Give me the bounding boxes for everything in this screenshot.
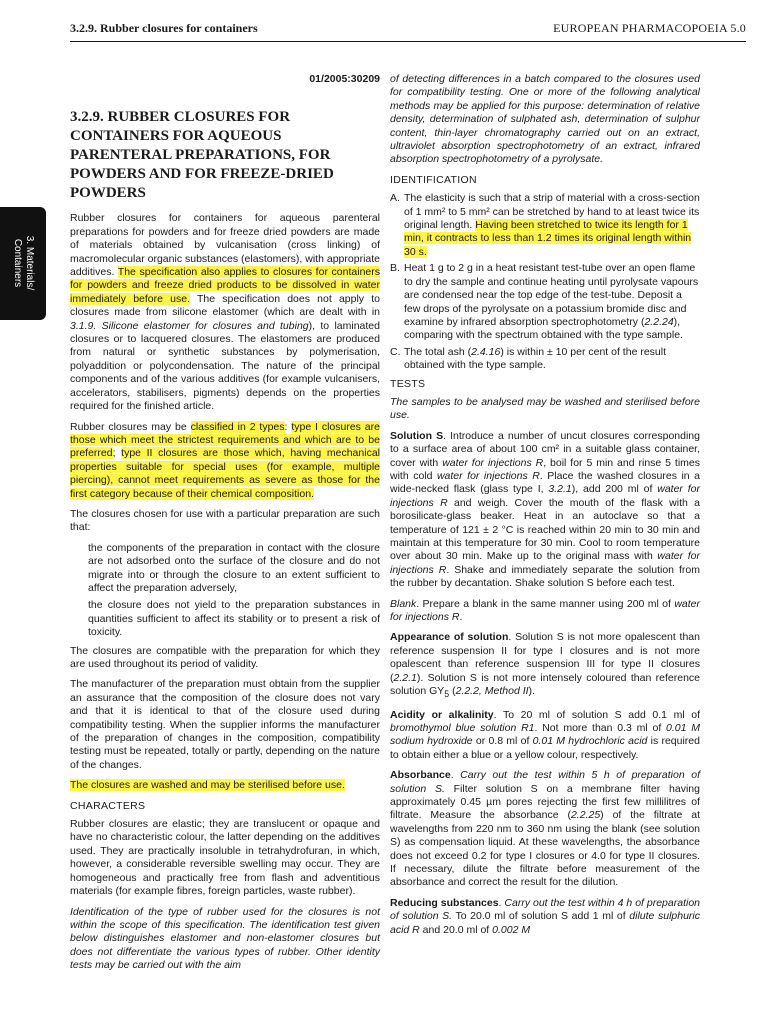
text-run: and weigh. Cover the mouth of the flask with a borosilicate-glass beaker. Heat in an autoclave so that a temperature of 121 ± 2 °C is reached within 20 min to 30 min and maintain at this temperature for 30 min. Cool to room temperature over about 30 min. Make up to the original mass with <box>390 496 700 563</box>
tests-heading: TESTS <box>390 377 426 390</box>
text-run: or 0.8 ml of <box>472 735 533 748</box>
text-run: dilute sulphuric acid R <box>390 910 701 936</box>
text-run: . Solution S is not more opalescent than reference suspension II for type I closures and is not more opalescent than reference suspension III for type II closures ( <box>390 631 700 684</box>
text-run: Carry out the test within 5 h of preparation of solution S. <box>390 769 700 795</box>
text-run: Reducing substances <box>390 896 499 909</box>
text-run: The elasticity is such that a strip of material with a cross-section of 1 mm² to 5 mm² can be stretched by hand to at least twice its original length. <box>404 192 700 232</box>
text-run: The specification does not apply to closures made from silicone elastomer (which are dealt with in <box>70 292 380 319</box>
intro-paragraph <box>70 212 380 413</box>
text-run: , boil for 5 min and rinse 5 times with cold <box>390 456 700 482</box>
identification-c-text <box>404 346 700 373</box>
highlighted-text: Having been stretched to twice its length for 1 min, it contracts to less than 1.2 times its original length within 30 s. <box>404 219 692 258</box>
appearance-paragraph <box>390 631 700 701</box>
manufacturer-paragraph: The manufacturer of the preparation must obtain from the supplier an assurance that the composition of the closure does not vary and that it is identical to that of the closure used during compatibility testing. When the supplier informs the manufacturer of the preparation of changes in the composition, compatibility testing must be repeated, totally or partly, depending on the nature of the changes. <box>70 678 380 771</box>
text-run: . <box>450 769 461 782</box>
tests-intro: The samples to be analysed may be washed and sterilised before use. <box>390 395 700 422</box>
text-run: The total ash ( <box>404 345 472 358</box>
text-run: water for injections R <box>390 483 700 509</box>
text-run: ). <box>528 685 535 698</box>
chapter-side-tab <box>0 207 46 320</box>
text-run: ), to laminated closures or to lacquered closures. The elastomers are produced from natural or synthetic substances by polymerisation, polyaddition or polycondensation. The nature of the principal components and of the various additives (for example vulcanisers, accelerators, stabilisers, pigments) depends on the properties required for the finished article. <box>70 319 380 413</box>
text-run: Blank <box>390 597 417 610</box>
chapter-side-tab-label: 3. Materials/ Containers <box>12 235 35 291</box>
text-run: 2.4.16 <box>471 345 501 358</box>
washing-paragraph: The closures are washed and may be sterilised before use. <box>70 779 345 792</box>
text-run: 0.002 M <box>492 923 531 936</box>
text-run: water for injections R <box>390 597 700 624</box>
text-run: 5 <box>444 689 450 700</box>
list-item: A. The elasticity is such that a strip of material with a cross-section of 1 mm² to 5 mm² can be stretched by hand to at least twice its original length. Having been stretched to twice its length for 1 min, it contracts to less than 1.2 times its original length within 30 s. <box>390 192 700 258</box>
running-header-section: 3.2.9. Rubber closures for containers <box>70 21 258 35</box>
text-run: Filter solution S on a membrane filter having approximately 0.45 µm pores rejecting the first few millilitres of filtrate. Measure the absorbance ( <box>390 782 700 822</box>
text-run: 2.2.24 <box>644 315 674 328</box>
text-run: ) is within ± 10 per cent of the result obtained with the type sample. <box>404 345 667 372</box>
right-column <box>390 73 700 944</box>
text-run: is required to obtain either a blue or a yellow colour, respectively. <box>390 735 700 761</box>
text-run: . Place the washed closures in a wide-necked flask (glass type I, <box>390 469 700 496</box>
text-run: water for injections R <box>442 456 544 469</box>
text-run: ). Solution S is not more intensely coloured than reference solution GY <box>390 671 700 698</box>
identification-a-text <box>404 192 700 259</box>
characters-paragraph: Rubber closures are elastic; they are translucent or opaque and have no characteristic colour, the latter depending on the additives used. They are practically insoluble in tetrahydrofuran, in which, however, a considerable reversible swelling may occur. They are homogeneous and practically free from flash and adventitious materials (for example fibres, foreign particles, waste rubber). <box>70 818 380 898</box>
text-run: . To 20 ml of solution S add 0.1 ml of <box>493 708 700 721</box>
closure-types-paragraph <box>70 421 380 501</box>
left-column <box>70 73 380 980</box>
text-run: Absorbance <box>390 769 451 782</box>
text-run: . <box>498 896 505 909</box>
text-run: . Shake and immediately separate the solution from the rubber by decantation. Shake solution S before each test. <box>390 563 700 590</box>
text-run: . Introduce a number of uncut closures corresponding to a surface area of about 100 cm² in a suitable glass container, cover with <box>390 429 700 469</box>
text-run: Carry out the test within 4 h of preparation of solution S. <box>390 896 701 923</box>
text-run: ( <box>449 685 456 698</box>
document-id: 01/2005:30209 <box>309 73 380 85</box>
selection-paragraph: The closures chosen for use with a particular preparation are such that: <box>70 507 380 534</box>
text-run: . <box>459 611 463 624</box>
text-run: and 20.0 ml of <box>419 923 493 936</box>
header-rule <box>70 41 746 42</box>
text-run: Acidity or alkalinity <box>390 708 494 721</box>
text-run: ; <box>112 447 122 460</box>
text-run: Appearance of solution <box>390 631 509 644</box>
list-item: B. Heat 1 g to 2 g in a heat resistant test-tube over an open flame to dry the sample and continue heating until pyrolysate vapours are condensed near the top edge of the test-tube. Deposit a few drops of the pyrolysate on a potassium bromide disc and examine by infrared absorption spectrophotometry (2.2.24), comparing with the spectrum obtained with the type sample. <box>390 262 699 342</box>
analytical-methods-paragraph: of detecting differences in a batch compared to the closures used for compatibility testing. One or more of the following analytical methods may be applied for this purpose: determination of relative density, determination of sulphated ash, determination of sulphur content, thin-layer chromatography carried out on an extract, ultraviolet absorption spectrophotometry of an extract, infrared absorption spectrophotometry of a pyrolysate. <box>390 73 700 166</box>
highlighted-text: type II closures are those which, having mechanical properties suitable for special uses (for example, multiple piercing), cannot meet requirements as severe as those for the first category because of their chemical composition. <box>70 447 380 500</box>
identification-heading: IDENTIFICATION <box>390 173 477 186</box>
text-run: water for injections R <box>390 550 700 576</box>
text-run: bromothymol blue solution R1 <box>390 721 535 734</box>
reducing-substances-paragraph <box>390 897 700 937</box>
selection-criteria-list <box>70 542 380 640</box>
text-run: 3.2.1 <box>548 483 572 496</box>
compatibility-paragraph: The closures are compatible with the preparation for which they are used throughout its period of validity. <box>70 644 380 670</box>
text-run: : <box>284 420 292 433</box>
text-run: . Not more than 0.3 ml of <box>534 721 667 734</box>
identification-b-text <box>404 262 700 342</box>
list-item: the closure does not yield to the preparation substances in quantities sufficient to affect its stability or to present a risk of toxicity. <box>88 599 380 639</box>
text-run: 3.1.9. Silicone elastomer for closures and tubing <box>70 319 309 332</box>
highlighted-text: classified in 2 types <box>190 420 285 433</box>
identification-note-paragraph: Identification of the type of rubber used for the closures is not within the scope of this specification. The identification test given below distinguishes elastomer and non-elastomer closures but does not differentiate the various types of rubber. Other identity tests may be carried out with the aim <box>70 905 380 972</box>
highlighted-text: type I closures are those which meet the strictest requirements and which are to be preferred <box>70 420 380 460</box>
acidity-paragraph <box>390 709 700 763</box>
text-run: 0.01 M hydrochloric acid <box>532 735 648 748</box>
text-run: Rubber closures for containers for aqueous parenteral preparations for powders and for freeze dried powders are made of materials obtained by vulcanisation (cross linking) of macromolecular organic substances (elastomers), with appropriate additives. <box>70 212 380 279</box>
text-run: 2.2.1 <box>393 671 417 684</box>
text-run: 2.2.2, Method II <box>455 685 529 698</box>
text-run: water for injections R <box>436 469 540 482</box>
list-item: C. The total ash (2.4.16) is within ± 10 per cent of the result obtained with the type sample. <box>390 346 700 373</box>
text-run: . Prepare a blank in the same manner using 200 ml of <box>416 597 675 610</box>
absorbance-paragraph <box>390 769 700 890</box>
text-run: Solution S <box>390 429 444 442</box>
text-run: ), add 200 ml of <box>571 483 658 496</box>
identification-list <box>390 192 700 372</box>
text-run: 0.01 M sodium hydroxide <box>390 721 700 748</box>
text-run: ), comparing with the spectrum obtained with the type sample. <box>404 315 683 342</box>
highlighted-text: The specification also applies to closures for containers for powders and freeze dried products to be dissolved in water immediately before use. <box>70 266 380 305</box>
running-header-publication: EUROPEAN PHARMACOPOEIA 5.0 <box>553 21 746 35</box>
text-run: Heat 1 g to 2 g in a heat resistant test-tube over an open flame to dry the sample and continue heating until pyrolysate vapours are condensed near the top edge of the test-tube. Deposit a few drops of the pyrolysate on a potassium bromide disc and examine by infrared absorption spectrophotometry ( <box>404 262 699 328</box>
monograph-title: 3.2.9. RUBBER CLOSURES FOR CONTAINERS FOR AQUEOUS PARENTERAL PREPARATIONS, FOR POWDERS AND FOR FREEZE-DRIED POWDERS <box>70 109 334 202</box>
characters-heading: CHARACTERS <box>70 799 146 812</box>
text-run: Rubber closures may be <box>70 420 191 433</box>
list-item: the components of the preparation in contact with the closure are not adsorbed onto the surface of the closure and do not migrate into or through the closure to an extent sufficient to affect the preparation adversely, <box>88 541 380 594</box>
solution-s-paragraph <box>390 430 700 591</box>
text-run: 2.2.25 <box>570 809 601 822</box>
text-run: ) of the filtrate at wavelengths from 220 nm to 360 nm using the blank (see solution S) as compensation liquid. At these wavelengths, the absorbance does not exceed 0.2 for type I closures or 4.0 for type II closures. If necessary, dilute the filtrate before measurement of the absorbance and correct the result for the dilution. <box>390 809 701 889</box>
blank-paragraph <box>390 598 700 625</box>
text-run: To 20.0 ml of solution S add 1 ml of <box>452 910 630 923</box>
